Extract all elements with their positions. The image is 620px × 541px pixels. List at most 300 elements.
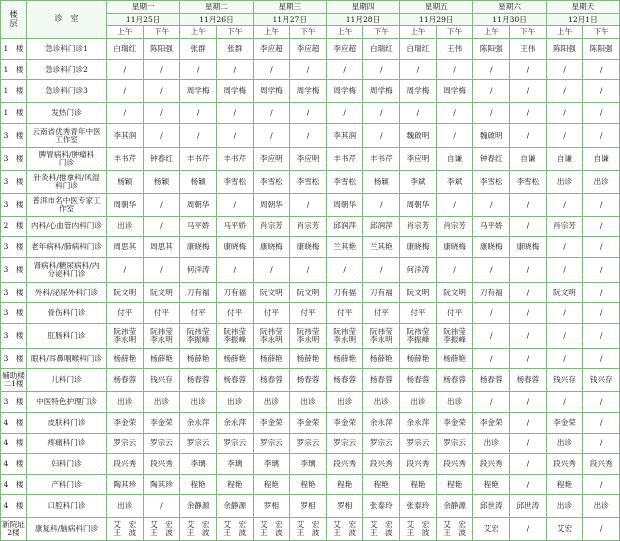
pm-doctor-cell: / [583, 474, 620, 495]
am-doctor-cell: / [253, 123, 290, 148]
pm-doctor-cell: 艾 宏 王 波 [363, 518, 400, 541]
pm-doctor-cell: / [216, 193, 253, 216]
pm-doctor-cell: 段兴秀 [583, 454, 620, 475]
am-doctor-cell: 罗宗云 [107, 433, 144, 454]
pm-doctor-cell: / [510, 103, 547, 124]
am-doctor-cell: 丰书芹 [326, 148, 363, 171]
date-header: 11月28日 [326, 14, 399, 26]
pm-doctor-cell: / [510, 518, 547, 541]
am-doctor-cell: / [473, 348, 510, 369]
floor-cell: 3 楼 [1, 171, 27, 194]
am-doctor-cell: 马平娇 [473, 216, 510, 237]
weekday-header: 星期一 [107, 1, 180, 14]
pm-doctor-cell: 肖宗芳 [436, 216, 473, 237]
schedule-row [1, 324, 620, 349]
floor-cell: 3 楼 [1, 148, 27, 171]
floor-cell: 3 楼 [1, 237, 27, 258]
schedule-row [1, 59, 620, 80]
am-doctor-cell: 李应明 [400, 148, 437, 171]
clinic-name-cell: 中医特色护理门诊 [27, 392, 107, 413]
schedule-row [1, 495, 620, 518]
pm-doctor-cell: / [583, 412, 620, 433]
am-doctor-cell: 周学梅 [400, 80, 437, 103]
am-doctor-cell: / [546, 237, 583, 258]
am-doctor-cell: / [180, 59, 217, 80]
floor-cell: 1 楼 [1, 39, 27, 60]
schedule-row [1, 474, 620, 495]
pm-doctor-cell: 自谦 [436, 148, 473, 171]
am-doctor-cell: 杨薛艳 [107, 348, 144, 369]
pm-doctor-cell: 余静源 [216, 495, 253, 518]
am-doctor-cell: / [180, 103, 217, 124]
pm-doctor-cell: 肖宗芳 [290, 216, 327, 237]
floor-cell: 1 楼 [1, 103, 27, 124]
am-doctor-cell: 何洋涛 [180, 257, 217, 282]
am-doctor-cell: / [253, 103, 290, 124]
am-doctor-cell: 魏啟明 [400, 123, 437, 148]
am-doctor-cell: 陶其珍 [107, 474, 144, 495]
am-doctor-cell: 出诊 [326, 392, 363, 413]
am-doctor-cell: 艾 宏 王 波 [326, 518, 363, 541]
am-doctor-cell: 余永萍 [400, 412, 437, 433]
pm-doctor-cell: 李金荣 [290, 412, 327, 433]
pm-doctor-cell: / [510, 257, 547, 282]
floor-cell: 辅助楼 二1楼 [1, 369, 27, 392]
pm-doctor-cell: 付平 [363, 303, 400, 324]
am-doctor-cell: 周朝华 [107, 193, 144, 216]
pm-doctor-cell: / [363, 193, 400, 216]
pm-doctor-cell: / [583, 257, 620, 282]
pm-doctor-cell: 杨颖 [363, 171, 400, 194]
floor-cell: 3 楼 [1, 193, 27, 216]
pm-doctor-cell: 康晓梅 [436, 237, 473, 258]
pm-doctor-cell: / [510, 59, 547, 80]
clinic-header: 诊 室 [27, 1, 107, 39]
am-doctor-cell: / [326, 257, 363, 282]
am-doctor-cell: 李璃 [180, 454, 217, 475]
pm-doctor-cell: / [363, 103, 400, 124]
schedule-row [1, 518, 620, 541]
pm-doctor-cell: / [583, 433, 620, 454]
am-doctor-cell: 杨薛艳 [326, 348, 363, 369]
pm-doctor-cell: 李应超 [290, 39, 327, 60]
am-doctor-cell: 余静源 [180, 495, 217, 518]
am-doctor-cell: 白瑞红 [107, 39, 144, 60]
am-doctor-cell: 周朝华 [180, 193, 217, 216]
pm-doctor-cell: 王伟 [436, 39, 473, 60]
pm-doctor-cell: 付平 [290, 303, 327, 324]
am-doctor-cell: 杨颖 [180, 171, 217, 194]
am-doctor-cell: 罗相 [253, 495, 290, 518]
am-doctor-cell: 程艳 [253, 474, 290, 495]
am-doctor-cell: / [546, 324, 583, 349]
date-header: 11月27日 [253, 14, 326, 26]
pm-doctor-cell: 阮文明 [143, 282, 180, 303]
am-doctor-cell: 丰书芹 [107, 148, 144, 171]
am-doctor-cell: / [546, 59, 583, 80]
clinic-name-cell: 内科/心血管内科门诊 [27, 216, 107, 237]
floor-cell: 2 楼 [1, 216, 27, 237]
schedule-body [1, 39, 620, 541]
pm-doctor-cell: / [436, 103, 473, 124]
pm-doctor-cell: 段兴秀 [363, 454, 400, 475]
am-doctor-cell: 出诊 [546, 171, 583, 194]
pm-doctor-cell: 阮祎莹 李永明 [363, 324, 400, 349]
clinic-name-cell: 针灸科/推拿科/风湿 科门诊 [27, 171, 107, 194]
am-doctor-cell: 钱兴存 [546, 369, 583, 392]
pm-doctor-cell: 陈阳强 [583, 39, 620, 60]
pm-doctor-cell: 周学梅 [363, 80, 400, 103]
am-doctor-cell: 李金荣 [546, 412, 583, 433]
floor-cell: 4 楼 [1, 474, 27, 495]
am-doctor-cell: 钟春红 [473, 148, 510, 171]
pm-doctor-cell: / [143, 123, 180, 148]
am-doctor-cell: 杨薛艳 [253, 348, 290, 369]
pm-doctor-cell: / [290, 123, 327, 148]
pm-doctor-cell: 段兴秀 [436, 454, 473, 475]
pm-doctor-cell: 出诊 [143, 392, 180, 413]
pm-doctor-cell: 钱兴存 [583, 369, 620, 392]
pm-doctor-cell: 段兴秀 [143, 454, 180, 475]
pm-doctor-cell: 罗宗云 [143, 433, 180, 454]
am-doctor-cell: 李金荣 [326, 412, 363, 433]
pm-doctor-cell: / [363, 257, 400, 282]
schedule-row [1, 237, 620, 258]
floor-cell: 3 楼 [1, 123, 27, 148]
pm-doctor-cell: / [510, 474, 547, 495]
pm-doctor-cell: / [510, 303, 547, 324]
pm-doctor-cell: / [510, 282, 547, 303]
floor-cell: 3 楼 [1, 348, 27, 369]
am-doctor-cell: 李雪松 [473, 171, 510, 194]
pm-doctor-cell: 李璃 [216, 454, 253, 475]
pm-doctor-cell: 程艳 [216, 474, 253, 495]
am-doctor-cell: 李金荣 [107, 412, 144, 433]
am-doctor-cell: 李雪松 [253, 171, 290, 194]
pm-header: 下午 [510, 26, 547, 39]
pm-doctor-cell: 刀有福 [216, 282, 253, 303]
am-doctor-cell: 罗宗云 [180, 433, 217, 454]
am-doctor-cell: / [253, 59, 290, 80]
am-doctor-cell: / [473, 80, 510, 103]
floor-cell: 4 楼 [1, 454, 27, 475]
pm-doctor-cell: / [583, 103, 620, 124]
clinic-name-cell: 发热门诊 [27, 103, 107, 124]
am-doctor-cell: 李其润 [326, 123, 363, 148]
pm-doctor-cell: / [290, 103, 327, 124]
am-doctor-cell: 何洋涛 [400, 257, 437, 282]
am-doctor-cell: 程艳 [473, 474, 510, 495]
am-doctor-cell: / [473, 257, 510, 282]
am-doctor-cell: 出诊 [180, 392, 217, 413]
pm-doctor-cell: / [143, 80, 180, 103]
pm-doctor-cell: 白瑞红 [363, 39, 400, 60]
pm-doctor-cell: / [290, 59, 327, 80]
pm-doctor-cell: 杨薛艳 [216, 348, 253, 369]
pm-doctor-cell: 余静源 [436, 495, 473, 518]
pm-doctor-cell: 李璃 [290, 454, 327, 475]
date-header: 11月30日 [473, 14, 546, 26]
am-doctor-cell: 段兴秀 [326, 454, 363, 475]
am-doctor-cell: 艾宏 [546, 518, 583, 541]
am-doctor-cell: 段兴秀 [473, 454, 510, 475]
pm-header: 下午 [436, 26, 473, 39]
am-doctor-cell: / [107, 103, 144, 124]
am-doctor-cell: 刀有福 [326, 282, 363, 303]
am-doctor-cell: / [107, 257, 144, 282]
am-header: 上午 [253, 26, 290, 39]
am-doctor-cell: 李其润 [107, 123, 144, 148]
pm-doctor-cell: 阮祎莹 李永明 [290, 324, 327, 349]
am-doctor-cell: 出诊 [546, 433, 583, 454]
am-doctor-cell: 周学梅 [326, 80, 363, 103]
clinic-name-cell: 外科/泌尿外科门诊 [27, 282, 107, 303]
am-doctor-cell: 出诊 [107, 216, 144, 237]
pm-doctor-cell: 邱世涛 [510, 495, 547, 518]
am-doctor-cell: 程艳 [400, 474, 437, 495]
pm-doctor-cell: 李金荣 [143, 412, 180, 433]
pm-doctor-cell: 刀有福 [363, 282, 400, 303]
am-doctor-cell: 程艳 [326, 474, 363, 495]
pm-doctor-cell: / [143, 103, 180, 124]
date-header: 11月25日 [107, 14, 180, 26]
pm-doctor-cell: / [583, 348, 620, 369]
am-doctor-cell: 罗宗云 [400, 433, 437, 454]
schedule-row [1, 369, 620, 392]
am-doctor-cell: 程艳 [546, 474, 583, 495]
clinic-name-cell: 妇科门诊 [27, 454, 107, 475]
am-doctor-cell: 杨薛艳 [180, 348, 217, 369]
schedule-row [1, 433, 620, 454]
pm-doctor-cell: 杨春蓉 [436, 369, 473, 392]
pm-doctor-cell: 杨春蓉 [510, 369, 547, 392]
pm-doctor-cell: 马平娇 [216, 216, 253, 237]
am-doctor-cell: 兰其艳 [326, 237, 363, 258]
pm-doctor-cell: / [143, 257, 180, 282]
am-doctor-cell: 周思其 [107, 237, 144, 258]
pm-doctor-cell: / [436, 193, 473, 216]
am-doctor-cell: 出诊 [107, 392, 144, 413]
pm-doctor-cell: / [583, 123, 620, 148]
am-doctor-cell: / [253, 257, 290, 282]
pm-doctor-cell: 出诊 [216, 392, 253, 413]
am-doctor-cell: 阮祎莹 李振峰 [400, 324, 437, 349]
schedule-row [1, 348, 620, 369]
schedule-row [1, 39, 620, 60]
pm-doctor-cell: 阮文明 [436, 282, 473, 303]
pm-doctor-cell: 杨颖 [143, 171, 180, 194]
am-doctor-cell: 康晓梅 [253, 237, 290, 258]
pm-doctor-cell: / [583, 324, 620, 349]
pm-doctor-cell: 付平 [216, 303, 253, 324]
pm-doctor-cell: / [143, 59, 180, 80]
am-doctor-cell: / [546, 103, 583, 124]
weekday-header: 星期三 [253, 1, 326, 14]
floor-cell: 4 楼 [1, 412, 27, 433]
pm-doctor-cell: 杨薛艳 [363, 348, 400, 369]
pm-doctor-cell: 艾 宏 王 波 [436, 518, 473, 541]
pm-doctor-cell: 李斌 [436, 171, 473, 194]
pm-doctor-cell: 李应明 [290, 148, 327, 171]
am-doctor-cell: 杨春蓉 [473, 369, 510, 392]
am-doctor-cell: 刀有福 [180, 282, 217, 303]
schedule-row [1, 171, 620, 194]
am-doctor-cell: 李金荣 [253, 412, 290, 433]
schedule-row [1, 193, 620, 216]
am-doctor-cell: 杨薛艳 [400, 348, 437, 369]
schedule-row [1, 412, 620, 433]
am-doctor-cell: 出诊 [546, 495, 583, 518]
pm-doctor-cell: 余永萍 [363, 412, 400, 433]
am-doctor-cell: / [400, 103, 437, 124]
am-doctor-cell: 阮祎莹 李振峰 [180, 324, 217, 349]
pm-doctor-cell: 李雪松 [510, 171, 547, 194]
am-doctor-cell: 刀有福 [473, 282, 510, 303]
am-doctor-cell: 李应明 [253, 148, 290, 171]
clinic-name-cell: 急诊科门诊3 [27, 80, 107, 103]
am-doctor-cell: 张群 [180, 39, 217, 60]
am-doctor-cell: 肖宗芳 [253, 216, 290, 237]
floor-cell: 4 楼 [1, 433, 27, 454]
pm-doctor-cell: / [510, 412, 547, 433]
am-doctor-cell: 魏啟明 [473, 123, 510, 148]
pm-doctor-cell: 出诊 [583, 495, 620, 518]
am-doctor-cell: 丰书芹 [180, 148, 217, 171]
am-doctor-cell: 阮文明 [253, 282, 290, 303]
pm-doctor-cell: 付平 [436, 303, 473, 324]
pm-doctor-cell: 艾 宏 王 波 [216, 518, 253, 541]
schedule-row [1, 282, 620, 303]
am-doctor-cell: 李应超 [326, 39, 363, 60]
am-doctor-cell: 康晓梅 [400, 237, 437, 258]
pm-doctor-cell: 罗宗云 [216, 433, 253, 454]
pm-header: 下午 [290, 26, 327, 39]
clinic-name-cell: 急诊科门诊1 [27, 39, 107, 60]
am-doctor-cell: 周朝华 [253, 193, 290, 216]
am-header: 上午 [473, 26, 510, 39]
pm-doctor-cell: / [216, 257, 253, 282]
floor-cell: 3 楼 [1, 324, 27, 349]
clinic-name-cell: 康复科/脑病科门诊 [27, 518, 107, 541]
am-doctor-cell: 付平 [400, 303, 437, 324]
clinic-name-cell: 急诊科门诊2 [27, 59, 107, 80]
pm-doctor-cell: 康晓梅 [216, 237, 253, 258]
pm-doctor-cell: / [510, 193, 547, 216]
am-header: 上午 [546, 26, 583, 39]
am-doctor-cell: 阮文明 [107, 282, 144, 303]
pm-doctor-cell: / [510, 324, 547, 349]
pm-doctor-cell: 罗相 [290, 495, 327, 518]
am-doctor-cell: 阮祎莹 李永明 [253, 324, 290, 349]
schedule-row [1, 303, 620, 324]
am-doctor-cell: 张泰玲 [400, 495, 437, 518]
pm-doctor-cell: 康晓梅 [510, 237, 547, 258]
pm-doctor-cell: / [583, 59, 620, 80]
pm-doctor-cell: / [216, 103, 253, 124]
schedule-header [1, 1, 620, 39]
schedule-row [1, 103, 620, 124]
pm-doctor-cell: 罗宗云 [436, 433, 473, 454]
clinic-name-cell: 脾胃病科/肿瘤科 门诊 [27, 148, 107, 171]
pm-doctor-cell: 张群 [216, 39, 253, 60]
pm-doctor-cell: 阮祎莹 李振峰 [216, 324, 253, 349]
pm-doctor-cell: 程艳 [436, 474, 473, 495]
am-doctor-cell: 邱世涛 [473, 495, 510, 518]
floor-cell: 新院址 2楼 [1, 518, 27, 541]
schedule-row [1, 80, 620, 103]
pm-doctor-cell: / [510, 80, 547, 103]
schedule-row [1, 148, 620, 171]
pm-doctor-cell: 出诊 [436, 392, 473, 413]
am-doctor-cell: / [473, 324, 510, 349]
pm-doctor-cell: 罗宗云 [363, 433, 400, 454]
pm-doctor-cell: / [510, 216, 547, 237]
pm-doctor-cell: / [583, 216, 620, 237]
pm-doctor-cell: / [583, 303, 620, 324]
am-doctor-cell: 艾 宏 王 波 [107, 518, 144, 541]
am-doctor-cell: 周朝华 [400, 193, 437, 216]
pm-doctor-cell: 自谦 [510, 148, 547, 171]
clinic-name-cell: 疼痛科门诊 [27, 433, 107, 454]
am-doctor-cell: / [326, 103, 363, 124]
am-doctor-cell: 余永萍 [180, 412, 217, 433]
pm-doctor-cell: 出诊 [583, 171, 620, 194]
weekday-header: 星期六 [473, 1, 546, 14]
pm-header: 下午 [143, 26, 180, 39]
am-doctor-cell: / [400, 59, 437, 80]
floor-header: 楼 层 [1, 1, 27, 39]
am-doctor-cell: 李雪松 [326, 171, 363, 194]
pm-doctor-cell: 余永萍 [216, 412, 253, 433]
pm-doctor-cell: 付平 [143, 303, 180, 324]
pm-doctor-cell: 程艳 [290, 474, 327, 495]
pm-doctor-cell: 丰书芹 [216, 148, 253, 171]
pm-doctor-cell: / [510, 433, 547, 454]
pm-doctor-cell: / [436, 257, 473, 282]
am-header: 上午 [326, 26, 363, 39]
pm-doctor-cell: / [583, 392, 620, 413]
weekday-header: 星期四 [326, 1, 399, 14]
schedule-row [1, 257, 620, 282]
am-doctor-cell: 阮文明 [546, 282, 583, 303]
am-doctor-cell: 程艳 [180, 474, 217, 495]
pm-doctor-cell: 周思其 [143, 237, 180, 258]
floor-cell: 4 楼 [1, 495, 27, 518]
am-doctor-cell: 杨春蓉 [180, 369, 217, 392]
clinic-name-cell: 皮肤科门诊 [27, 412, 107, 433]
pm-doctor-cell: / [143, 193, 180, 216]
am-doctor-cell: / [107, 59, 144, 80]
am-doctor-cell: / [473, 392, 510, 413]
clinic-name-cell: 肾病科/糖尿病科/内 分泌科门诊 [27, 257, 107, 282]
am-doctor-cell: 付平 [253, 303, 290, 324]
am-doctor-cell: 段兴秀 [107, 454, 144, 475]
clinic-name-cell: 儿科门诊 [27, 369, 107, 392]
pm-doctor-cell: 周学梅 [290, 80, 327, 103]
am-doctor-cell: 阮祎莹 李永明 [107, 324, 144, 349]
am-doctor-cell: / [473, 59, 510, 80]
am-doctor-cell: 艾宏 [473, 518, 510, 541]
date-header: 12月1日 [546, 14, 619, 26]
am-doctor-cell: 杨春蓉 [107, 369, 144, 392]
am-doctor-cell: 李璃 [253, 454, 290, 475]
floor-cell: 3 楼 [1, 257, 27, 282]
am-doctor-cell: 出诊 [253, 392, 290, 413]
am-doctor-cell: / [326, 59, 363, 80]
pm-doctor-cell: 自谦 [583, 148, 620, 171]
date-header: 11月29日 [400, 14, 473, 26]
am-doctor-cell: 杨春蓉 [400, 369, 437, 392]
